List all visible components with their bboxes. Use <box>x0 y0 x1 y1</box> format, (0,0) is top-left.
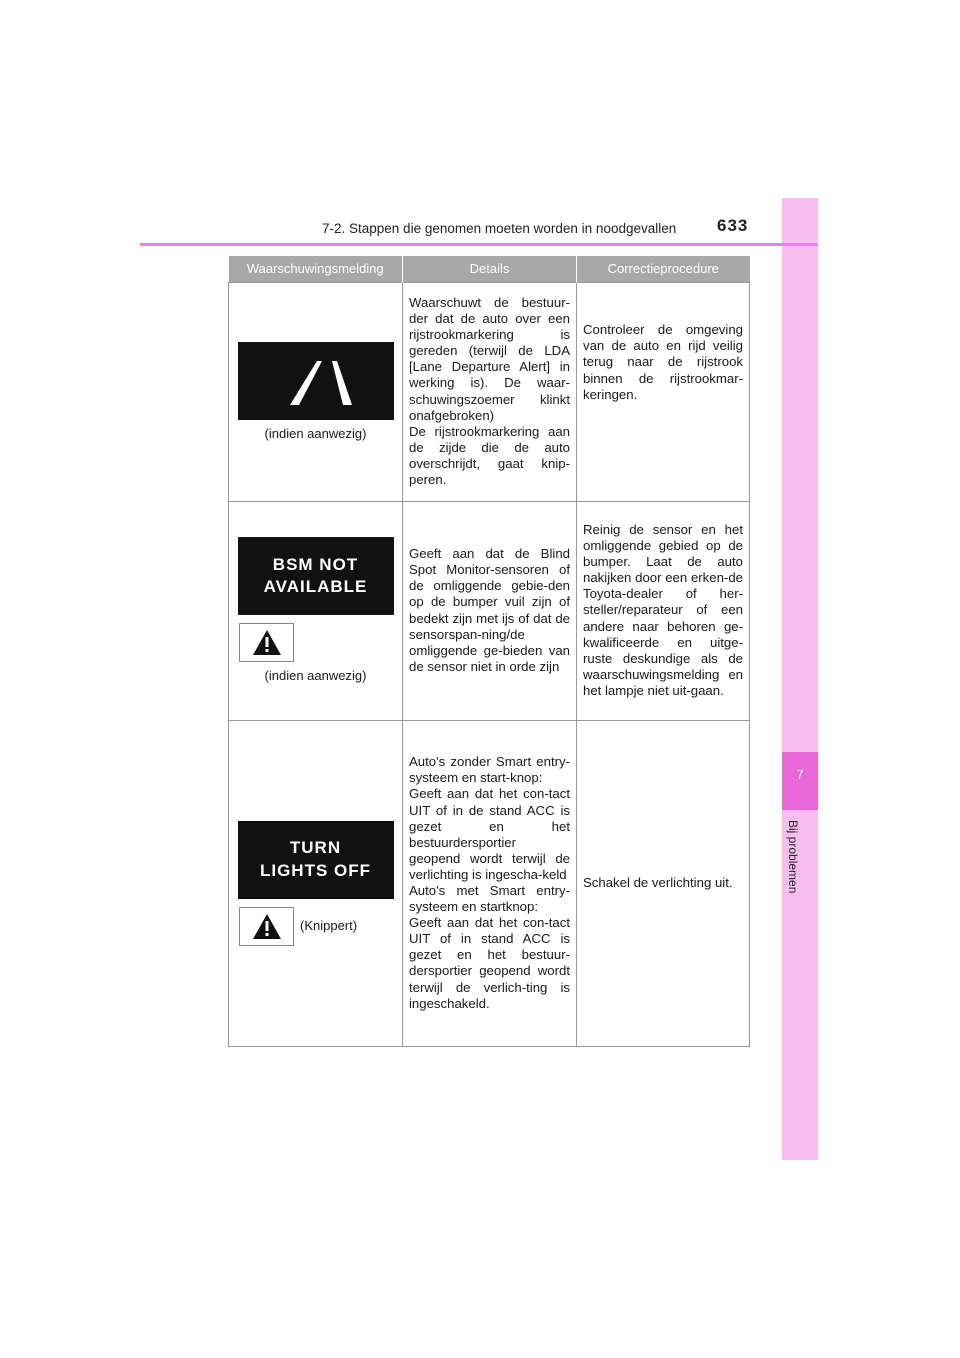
column-header-details: Details <box>403 256 577 282</box>
lane-lines-icon <box>266 353 366 409</box>
display-line-1: TURN <box>289 838 342 858</box>
chapter-number: 7 <box>782 752 818 810</box>
display-line-2: LIGHTS OFF <box>259 860 372 880</box>
details-cell <box>403 501 577 720</box>
details-text: Waarschuwt de bestuur-der dat de auto over een rijstrookmarkering is gereden (terwijl de LDA [Lane Departure Alert] in werking is). De waar-schuwingszoemer klinkt onafgebroken) De rijstrookmarkering aan de zijde die de auto overschrijdt, gaat knip-peren. <box>409 294 570 487</box>
table-row <box>229 501 750 720</box>
warning-icon-row <box>235 907 396 946</box>
warning-table <box>228 256 750 1047</box>
column-header-message: Waarschuwingsmelding <box>229 256 403 282</box>
header-divider <box>140 243 818 246</box>
turn-lights-off-display <box>238 821 394 899</box>
details-text: Geeft aan dat de Blind Spot Monitor-sensoren of de omliggende gebie-den op de bumper vuil zijn of bedekt zijn met ijs of dat de sensorspan-ning/de omliggende ge-bieden van de sensor niet in orde zijn <box>409 546 570 674</box>
warning-triangle-icon <box>239 623 294 662</box>
warning-triangle-icon <box>239 907 294 946</box>
table-row <box>229 282 750 501</box>
section-title: 7-2. Stappen die genomen moeten worden in noodgevallen <box>322 221 677 236</box>
details-cell <box>403 282 577 501</box>
warning-icon-row <box>235 623 396 662</box>
procedure-cell <box>577 282 750 501</box>
message-cell <box>229 501 403 720</box>
chapter-title: Bij problemen <box>786 820 800 894</box>
procedure-text: Controleer de omgeving van de auto en rijd veilig terug naar de rijstrook binnen de rijstrookmar-keringen. <box>583 322 743 402</box>
bsm-display <box>238 537 394 615</box>
details-cell <box>403 720 577 1046</box>
table-header-row <box>229 256 750 282</box>
display-line-2: AVAILABLE <box>263 577 368 597</box>
procedure-text: Reinig de sensor en het omliggende gebied op de bumper. Laat de auto nakijken door een erken-de Toyota-dealer of her-steller/reparateur of een andere naar behoren ge-kwalificeerde en uitge-ruste deskundige als de waarschuwingsmelding en het lampje niet uit-gaan. <box>583 521 743 698</box>
procedure-text: Schakel de verlichting uit. <box>583 874 733 890</box>
message-cell <box>229 282 403 501</box>
availability-caption: (indien aanwezig) <box>264 668 367 684</box>
procedure-cell <box>577 501 750 720</box>
message-cell <box>229 720 403 1046</box>
procedure-cell <box>577 720 750 1046</box>
flashing-caption: (Knippert) <box>300 918 358 934</box>
details-text: Auto's zonder Smart entry-systeem en start-knop: Geeft aan dat het con-tact UIT of in de stand ACC is gezet en het bestuurdersportier geopend wordt terwijl de verlichting is ingescha-keld Auto's met Smart entry-systeem en startknop: Geeft aan dat het con-tact UIT of in stand ACC is gezet en het bestuur-dersportier geopend wordt terwijl de verlich-ting is ingeschakeld. <box>409 754 570 1011</box>
column-header-procedure: Correctieprocedure <box>577 256 750 282</box>
page-number: 633 <box>717 216 749 235</box>
lane-departure-display <box>238 342 394 420</box>
availability-caption: (indien aanwezig) <box>264 425 367 441</box>
chapter-side-tab <box>782 198 818 1160</box>
display-line-1: BSM NOT <box>272 554 359 574</box>
table-row <box>229 720 750 1046</box>
